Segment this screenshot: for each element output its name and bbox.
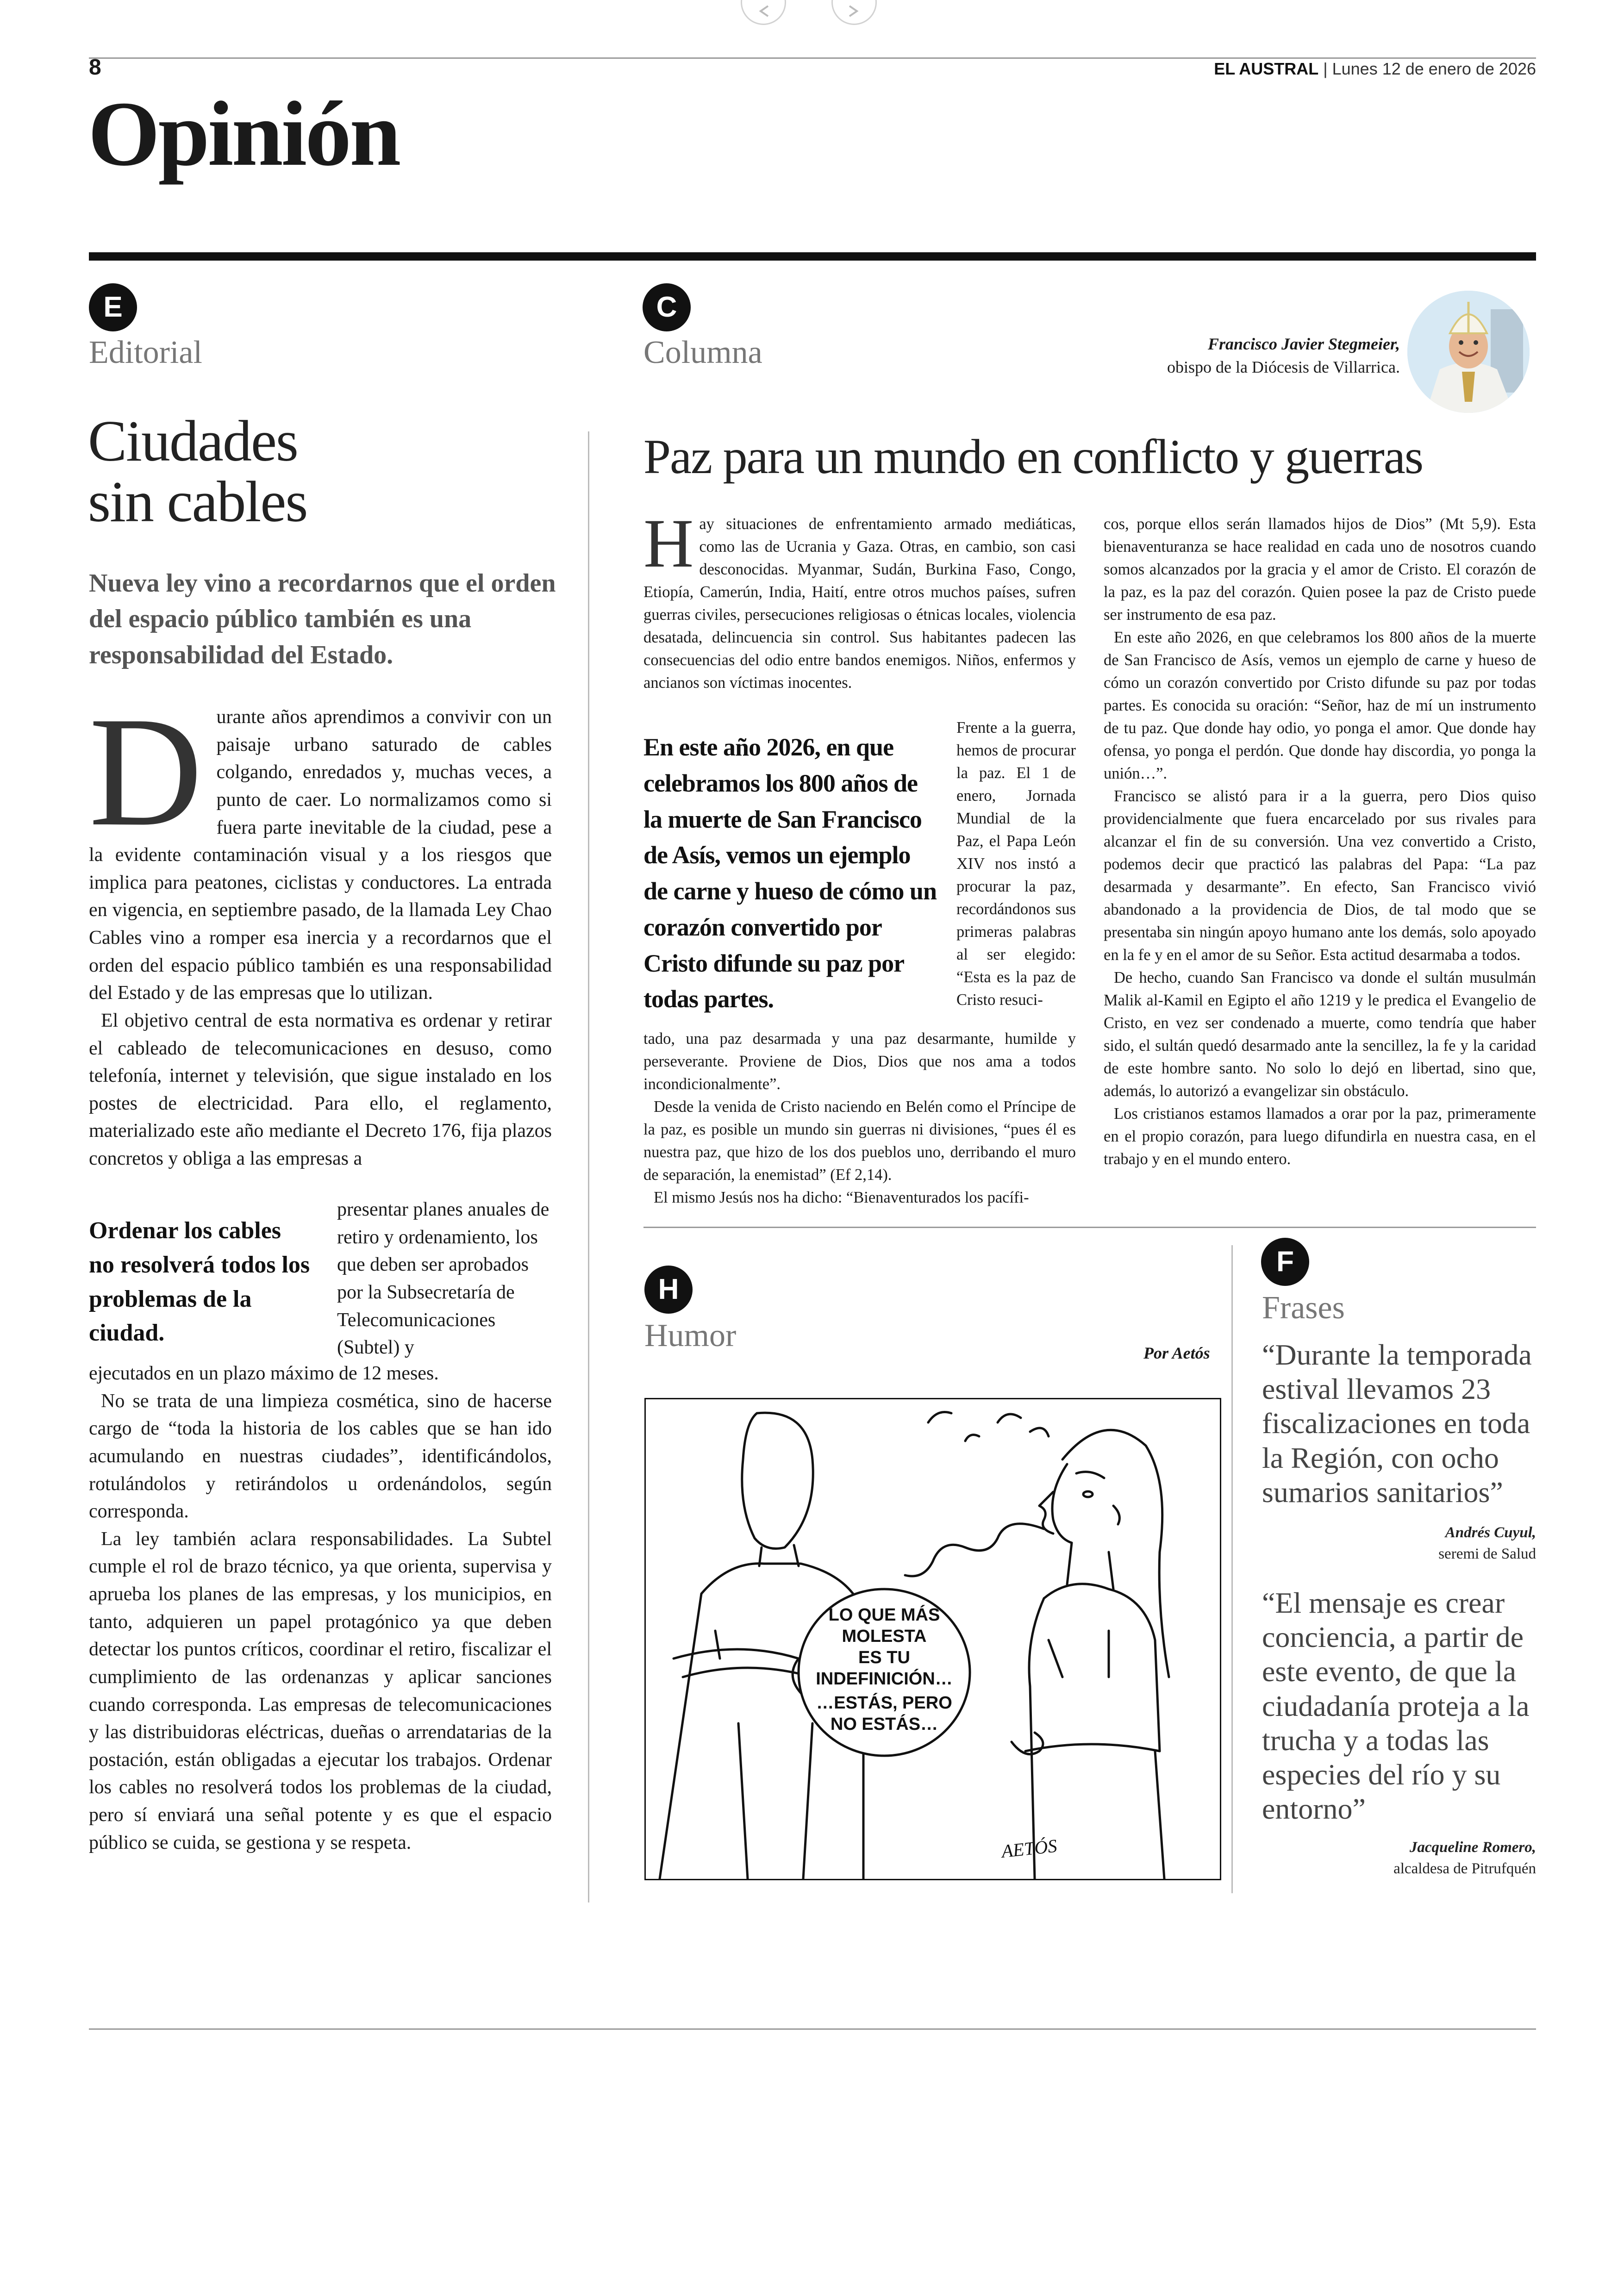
column-divider-right [1231, 1245, 1233, 1893]
column-badge: C [643, 283, 691, 331]
frase-2-role: alcaldesa de Pitrufquén [1393, 1860, 1536, 1877]
bottom-rule [89, 2028, 1536, 2030]
masthead-separator: | [1323, 59, 1328, 78]
top-rule [89, 57, 1536, 59]
frases-label: Frases [1262, 1290, 1345, 1326]
column-author [1065, 332, 1400, 379]
column-para1: ay situaciones de enfrentamiento armado mediáticas, como las de Ucrania y Gaza. Otras, en cambio, son casi desconocidas. Myanmar, Sudán, Burkina Faso, Congo, Etiopía, Camerún, India, Haití, entre otros muchos países, sufren guerras civiles, persecuciones religiosas o étnicas locales, violencia desatada, delincuencia sin control. Sus habitantes padecen las consecuencias del odio entre bandos enemigos. Niños, enfermos y ancianos son víctimas inocentes. [643, 515, 1076, 692]
editorial-para2a: El objetivo central de esta normativa es ordenar y retirar el cableado de telecomunicaciones en desuso, como telefonía, internet y televisión, que sigue instalado en los postes de electricidad. Para ello, el reglamento, materializado este año mediante el Decreto 176, fija plazos concretos y obliga a las empresas a [89, 1010, 552, 1169]
cartoon-speech-text [816, 1604, 953, 1734]
chevron-left-icon [754, 4, 773, 18]
editorial-dropcap: D [89, 684, 203, 859]
editorial-pullquote: Ordenar los cables no resolverá todos los problemas de la ciudad. [89, 1217, 310, 1347]
column-para9: Los cristianos estamos llamados a orar por la paz, primeramente en el propio corazón, para luego difundirla en nuestra casa, en el trabajo y en el mundo entero. [1104, 1104, 1536, 1168]
editorial-headline-line2: sin cables [88, 470, 307, 535]
section-bar [89, 252, 1536, 261]
masthead [1214, 59, 1536, 79]
column-para6: En este año 2026, en que celebramos los 800 años de la muerte de San Francisco de Asís, vemos un ejemplo de carne y hueso de cómo un corazón convertido por Cristo difunde su paz por todas partes. Es conocida su oración: “Señor, haz de mí un instrumento de tu paz. Que donde hay odio, yo ponga el amor. Que donde hay ofensa, yo ponga el perdón. Que donde hay discordia, yo ponga la unión…”. [1104, 628, 1536, 782]
editorial-label: Editorial [89, 335, 202, 370]
column-para8: De hecho, cuando San Francisco va donde el sultán musulmán Malik al-Kamil en Egipto el año 1219 y le predica el Evangelio de Cristo, en vez ser condenado a muerte, como tendría que haber sido, el sultán quedó desarmado ante la sencillez, la fe y la caridad de este hombre santo. No solo lo dejó en libertad, sino que, además, lo autorizó a evangelizar sin obstáculo. [1104, 968, 1536, 1100]
editorial-body-bottom [89, 1360, 552, 1857]
column-lower-left [643, 1028, 1076, 1209]
editorial-body-top [89, 684, 552, 1173]
frase-1-author: Andrés Cuyul, [1445, 1524, 1536, 1541]
column-pullquote: En este año 2026, en que celebramos los 800 años de la muerte de San Francisco de Asís, vemos un ejemplo de carne y hueso de cómo un corazón convertido por Cristo difunde su paz por todas partes. [643, 733, 937, 1013]
editorial-para2c: ejecutados en un plazo máximo de 12 meses. [89, 1363, 439, 1384]
next-page-button[interactable] [831, 0, 877, 25]
humor-badge: H [644, 1266, 693, 1314]
cartoon-drawing-icon [646, 1399, 1220, 1879]
page-nav [741, 0, 889, 21]
frase-1-role: seremi de Salud [1438, 1546, 1536, 1563]
column-author-name: Francisco Javier Stegmeier, [1208, 335, 1400, 353]
humor-credit: Por Aetós [1143, 1344, 1210, 1362]
bubble-line-5: …ESTÁS, PERO [816, 1693, 952, 1713]
author-photo [1407, 291, 1530, 413]
humor-label: Humor [644, 1318, 737, 1353]
chevron-right-icon [845, 4, 863, 18]
column-para3: Desde la venida de Cristo naciendo en Belén como el Príncipe de la paz, es posible un mundo sin guerras ni divisiones, “pues él es nuestra paz, que hizo de los dos pueblos uno, derribando el muro de separación, la enemistad” (Ef 2,14). [643, 1098, 1076, 1184]
editorial-subtitle: Nueva ley vino a recordarnos que el orden del espacio público también es una responsabilidad del Estado. [89, 569, 556, 669]
column-para4: El mismo Jesús nos ha dicho: “Bienaventurados los pacífi- [654, 1188, 1029, 1206]
bubble-line-2: MOLESTA [842, 1627, 927, 1646]
paper-name: EL AUSTRAL [1214, 59, 1319, 78]
bubble-line-3: ES TU [858, 1648, 910, 1667]
frase-2: “El mensaje es crear conciencia, a partir de este evento, de que la ciudadanía proteja a la trucha y a todas las especies del río y su entorno” [1262, 1586, 1530, 1826]
column-para2b: tado, una paz desarmada y una paz desarmante, humilde y perseverante. Proviene de Dios, Dios que nos ama a todos incondicionalmente”. [643, 1030, 1076, 1093]
column-dropcap: H [643, 505, 694, 582]
bishop-photo-icon [1407, 291, 1530, 413]
humor-cartoon [644, 1398, 1221, 1880]
column-right-text [1104, 513, 1536, 1171]
cartoon-signature: AETÓS [1000, 1835, 1058, 1862]
column-label: Columna [643, 335, 762, 370]
editorial-para4: La ley también aclara responsabilidades. La Subtel cumple el rol de brazo técnico, ya que orienta, supervisa y aprueba los planes de las empresas, y los municipios, en tanto, adquieren un papel protagónico ya que deben detectar los puntos críticos, coordinar el retiro, fiscalizar el cumplimiento de las ordenanzas y aplicar sanciones cuando corresponda. Las empresas de telecomunicaciones y las distribuidoras eléctricas, dueñas o arrendatarias de la postación, están obligadas a ejecutar los trabajos. Ordenar los cables no resolverá todos los problemas de la ciudad, pero sí enviará una señal potente y es que el espacio público se cuida, se gestiona y se respeta. [89, 1528, 552, 1853]
column-para7: Francisco se alistó para ir a la guerra, pero Dios quiso providencialmente que fuera encarcelado por sus rivales para alcanzar el fin de su conversión. Una vez convertido a Cristo, podemos decir que practicó las palabras del Papa: “La paz desarmada y desarmante”. En efecto, San Francisco vivió abandonado a la providencia de Dios, de tal modo que se presentaba sin ningún apoyo humano ante los demás, solo apoyado en la fe y en el amor de su Señor. Esta actitud desarmaba a todos. [1104, 787, 1536, 964]
frases-badge: F [1261, 1238, 1309, 1286]
page-number: 8 [89, 55, 101, 80]
issue-date: Lunes 12 de enero de 2026 [1332, 59, 1536, 78]
editorial-para1: urante años aprendimos a convivir con un paisaje urbano saturado de cables colgando, enredados y, muchas veces, a punto de caer. Lo normalizamos como si fuera parte inevitable de la ciudad, pese a la evidente contaminación visual y a los riesgos que implica para peatones, ciclistas y conductores. La entrada en vigencia, en septiembre pasado, de la llamada Ley Chao Cables vino a romper esa inercia y a recordarnos que el orden del espacio público también es una responsabilidad del Estado y de las empresas que lo utilizan. [89, 706, 552, 1004]
prev-page-button[interactable] [741, 0, 786, 25]
editorial-headline [88, 409, 307, 535]
column-divider-left [588, 431, 589, 1902]
section-title: Opinión [88, 83, 400, 185]
bubble-line-4: INDEFINICIÓN… [816, 1669, 953, 1689]
editorial-para3: No se trata de una limpieza cosmética, sino de hacerse cargo de “toda la historia de los cables que se han ido acumulando en nuestras ciudades”, identificándolos, rotulándolos y retirándolos u ordenándolos, según corresponda. [89, 1390, 552, 1522]
editorial-badge: E [89, 283, 137, 331]
column-para2a: Frente a la guerra, hemos de procurar la paz. El 1 de enero, Jornada Mundial de la Paz, el Papa León XIV nos instó a procurar la paz, recordándonos sus primeras palabras al ser elegido: “Esta es la paz de Cristo resuci- [956, 719, 1076, 1009]
frase-2-attribution [1262, 1837, 1536, 1879]
bubble-line-1: LO QUE MÁS [828, 1605, 940, 1625]
frase-1-attribution [1262, 1522, 1536, 1565]
column-headline: Paz para un mundo en conflicto y guerras [643, 430, 1423, 484]
editorial-para2b: presentar planes anuales de retiro y ordenamiento, los que deben ser aprobados por la Subsecretaría de Telecomunicaciones (Subtel) y [337, 1199, 550, 1359]
column-bottom-rule [643, 1227, 1536, 1228]
frase-1: “Durante la temporada estival llevamos 23 fiscalizaciones en toda la Región, con ocho sumarios sanitarios” [1262, 1338, 1532, 1509]
bubble-line-6: NO ESTÁS… [830, 1715, 938, 1734]
editorial-headline-line1: Ciudades [88, 409, 298, 474]
column-para5: cos, porque ellos serán llamados hijos de Dios” (Mt 5,9). Esta bienaventuranza se hace realidad en cada uno de nosotros cuando somos alcanzados por la gracia y el amor de Cristo. El corazón de la paz, es la paz del corazón. Quien posee la paz de Cristo puede ser instrumento de esa paz. [1104, 515, 1536, 624]
column-para1-wrap [643, 505, 1076, 694]
frase-2-author: Jacqueline Romero, [1409, 1839, 1536, 1856]
column-author-role: obispo de la Diócesis de Villarrica. [1167, 358, 1400, 377]
